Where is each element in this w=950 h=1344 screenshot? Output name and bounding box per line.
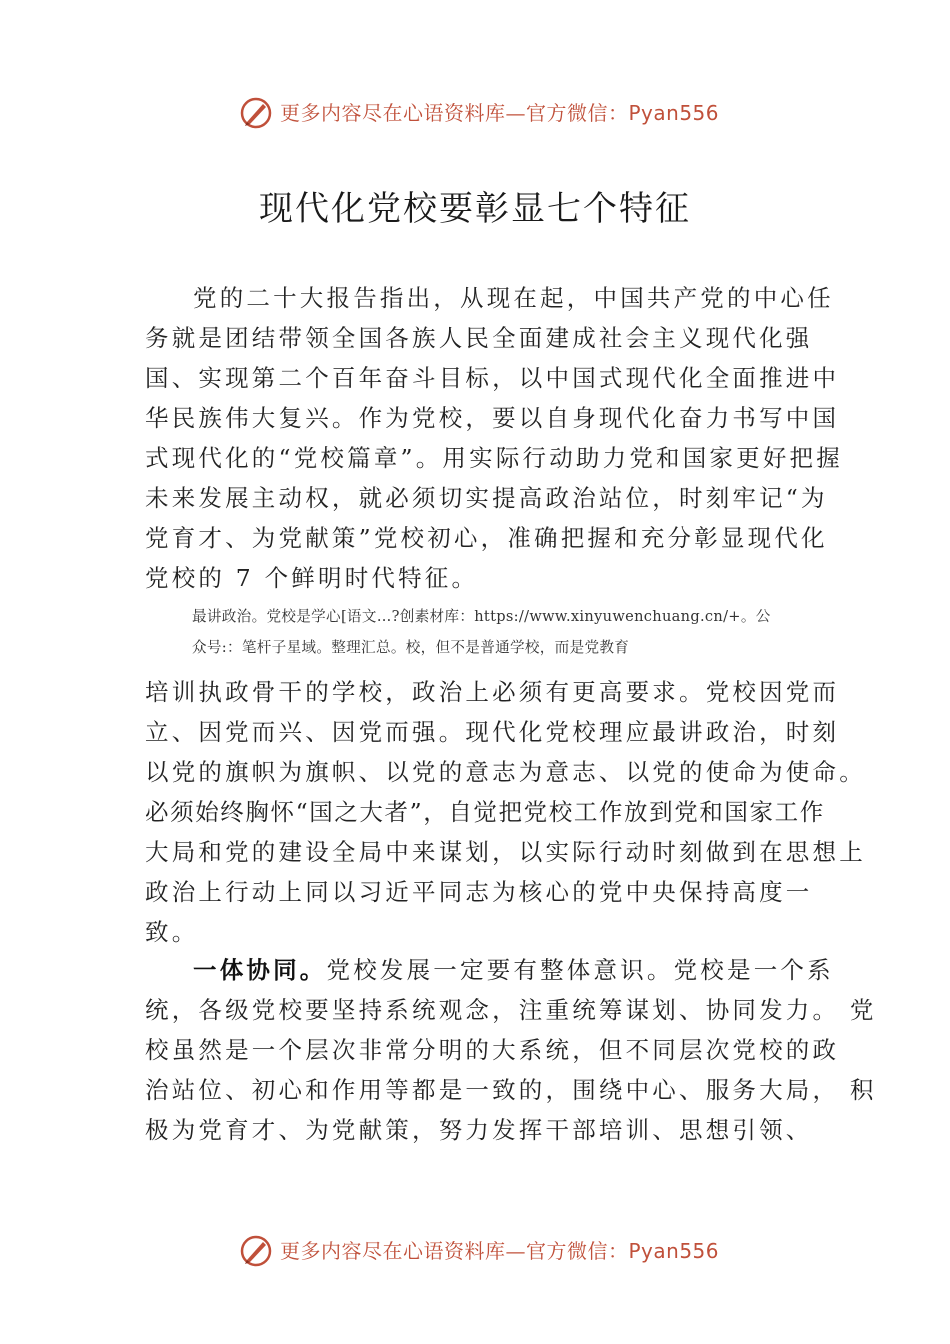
para2-line: 政治上行动上同以习近平同志为核心的党中央保持高度一 [145,878,813,906]
watermark-handle: Pyan556 [628,1239,720,1263]
para3-line: 治站位、初心和作用等都是一致的，围绕中心、服务大局， 积 [145,1076,877,1104]
para1-line: 务就是团结带领全国各族人民全面建成社会主义现代化强 [145,324,813,352]
para2-line: 必须始终胸怀“国之大者”，自觉把党校工作放到党和国家工作 [145,798,825,826]
para1-line: 华民族伟大复兴。作为党校，要以自身现代化奋力书写中国 [145,404,840,432]
footer-watermark [0,1230,950,1274]
para2-line: 培训执政骨干的学校，政治上必须有更高要求。党校因党而 [145,678,840,706]
watermark-text: 更多内容尽在心语资料库—官方微信：Pyan556 [280,1239,720,1263]
inserted-note-line: 最讲政治。党校是学心[语文…?创素材库：https://www.xinyuwenchuang.cn/+。公 [192,608,771,625]
watermark-handle: Pyan556 [628,101,720,125]
para3-first-line [193,950,873,990]
para3-line: 校虽然是一个层次非常分明的大系统，但不同层次党校的政 [145,1036,840,1064]
para1-line: 党的二十大报告指出，从现在起，中国共产党的中心任 [193,284,834,312]
para1-line: 党育才、为党献策”党校初心，准确把握和充分彰显现代化 [145,524,828,552]
para2-line: 以党的旗帜为旗帜、以党的意志为意志、以党的使命为使命。 [145,758,866,786]
section-heading: 一体协同。 [193,956,327,984]
para3-first-text: 党校发展一定要有整体意识。党校是一个系 [326,956,834,984]
pen-logo-icon [239,96,273,130]
para1-line: 未来发展主动权，就必须切实提高政治站位，时刻牢记“为 [145,484,828,512]
watermark-text: 更多内容尽在心语资料库—官方微信：Pyan556 [280,101,720,125]
para1-line: 国、实现第二个百年奋斗目标，以中国式现代化全面推进中 [145,364,840,392]
para2-line: 致。 [145,918,199,946]
para1-line: 式现代化的“党校篇章”。用实际行动助力党和国家更好把握 [145,444,843,472]
header-watermark [0,92,950,136]
para2-line: 立、因党而兴、因党而强。现代化党校理应最讲政治，时刻 [145,718,840,746]
pen-logo-icon [239,1234,273,1268]
para1-line: 党校的 7 个鲜明时代特征。 [145,564,479,592]
page-title: 现代化党校要彰显七个特征 [259,189,691,229]
inserted-note-line: 众号:：笔杆子星域。整理汇总。校，但不是普通学校，而是党教育 [192,639,630,656]
para2-line: 大局和党的建设全局中来谋划，以实际行动时刻做到在思想上 [145,838,866,866]
para3-line: 极为党育才、为党献策，努力发挥干部培训、思想引领、 [145,1116,813,1144]
para3-line: 统，各级党校要坚持系统观念，注重统筹谋划、协同发力。 党 [145,996,877,1024]
